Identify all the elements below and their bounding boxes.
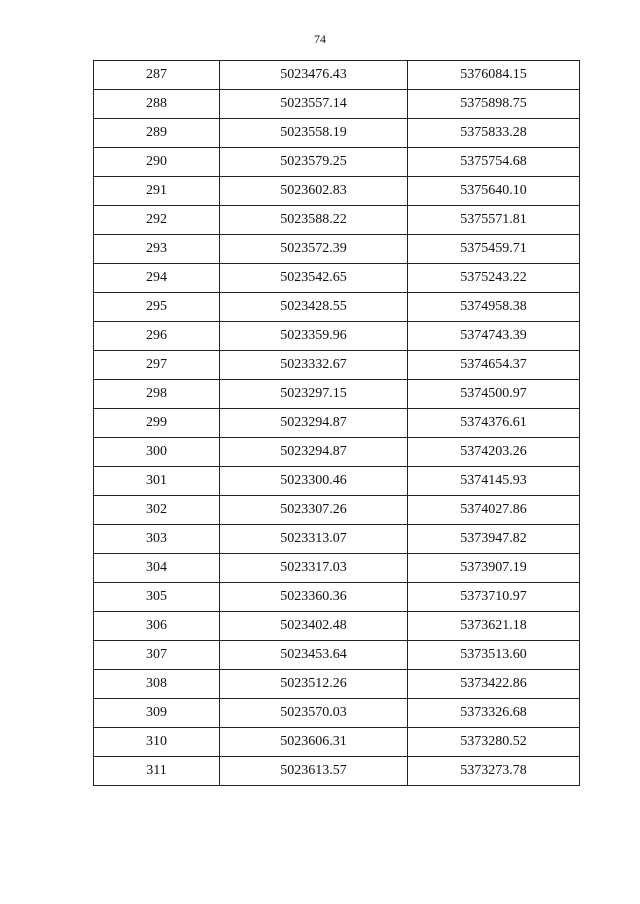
x-coordinate-cell: 5023476.43 [220,61,408,90]
point-number-cell: 310 [94,728,220,757]
point-number-cell: 304 [94,554,220,583]
table-row [94,293,580,322]
point-number-cell: 307 [94,641,220,670]
x-coordinate-cell: 5023313.07 [220,525,408,554]
y-coordinate-cell: 5375459.71 [408,235,580,264]
x-coordinate-cell: 5023588.22 [220,206,408,235]
table-row [94,670,580,699]
table-row [94,177,580,206]
point-number-cell: 308 [94,670,220,699]
point-number-cell: 300 [94,438,220,467]
table-row [94,467,580,496]
x-coordinate-cell: 5023558.19 [220,119,408,148]
x-coordinate-cell: 5023294.87 [220,438,408,467]
table-row [94,496,580,525]
y-coordinate-cell: 5374654.37 [408,351,580,380]
x-coordinate-cell: 5023613.57 [220,757,408,786]
point-number-cell: 291 [94,177,220,206]
table-row [94,264,580,293]
y-coordinate-cell: 5376084.15 [408,61,580,90]
point-number-cell: 288 [94,90,220,119]
table-row [94,206,580,235]
x-coordinate-cell: 5023579.25 [220,148,408,177]
table-row [94,699,580,728]
x-coordinate-cell: 5023332.67 [220,351,408,380]
x-coordinate-cell: 5023402.48 [220,612,408,641]
y-coordinate-cell: 5373280.52 [408,728,580,757]
table-row [94,757,580,786]
y-coordinate-cell: 5374958.38 [408,293,580,322]
y-coordinate-cell: 5375898.75 [408,90,580,119]
point-number-cell: 303 [94,525,220,554]
table-row [94,90,580,119]
point-number-cell: 296 [94,322,220,351]
x-coordinate-cell: 5023294.87 [220,409,408,438]
point-number-cell: 305 [94,583,220,612]
table-row [94,583,580,612]
point-number-cell: 289 [94,119,220,148]
y-coordinate-cell: 5373621.18 [408,612,580,641]
x-coordinate-cell: 5023602.83 [220,177,408,206]
point-number-cell: 302 [94,496,220,525]
x-coordinate-cell: 5023570.03 [220,699,408,728]
y-coordinate-cell: 5374027.86 [408,496,580,525]
point-number-cell: 299 [94,409,220,438]
point-number-cell: 294 [94,264,220,293]
y-coordinate-cell: 5374500.97 [408,380,580,409]
page-number: 74 [314,32,326,46]
y-coordinate-cell: 5374203.26 [408,438,580,467]
x-coordinate-cell: 5023453.64 [220,641,408,670]
point-number-cell: 295 [94,293,220,322]
y-coordinate-cell: 5375754.68 [408,148,580,177]
y-coordinate-cell: 5374743.39 [408,322,580,351]
x-coordinate-cell: 5023428.55 [220,293,408,322]
table-row [94,612,580,641]
x-coordinate-cell: 5023300.46 [220,467,408,496]
table-row [94,61,580,90]
point-number-cell: 290 [94,148,220,177]
point-number-cell: 297 [94,351,220,380]
table-row [94,728,580,757]
x-coordinate-cell: 5023307.26 [220,496,408,525]
x-coordinate-cell: 5023360.36 [220,583,408,612]
point-number-cell: 311 [94,757,220,786]
x-coordinate-cell: 5023317.03 [220,554,408,583]
coordinates-table-body [94,61,580,786]
table-row [94,409,580,438]
point-number-cell: 306 [94,612,220,641]
x-coordinate-cell: 5023512.26 [220,670,408,699]
y-coordinate-cell: 5373710.97 [408,583,580,612]
y-coordinate-cell: 5373513.60 [408,641,580,670]
table-row [94,119,580,148]
table-row [94,322,580,351]
table-row [94,148,580,177]
x-coordinate-cell: 5023359.96 [220,322,408,351]
y-coordinate-cell: 5373422.86 [408,670,580,699]
table-row [94,235,580,264]
y-coordinate-cell: 5373326.68 [408,699,580,728]
x-coordinate-cell: 5023606.31 [220,728,408,757]
x-coordinate-cell: 5023572.39 [220,235,408,264]
table-row [94,380,580,409]
y-coordinate-cell: 5373907.19 [408,554,580,583]
x-coordinate-cell: 5023542.65 [220,264,408,293]
table-row [94,525,580,554]
point-number-cell: 287 [94,61,220,90]
point-number-cell: 301 [94,467,220,496]
y-coordinate-cell: 5374145.93 [408,467,580,496]
coordinates-table [93,60,580,786]
point-number-cell: 309 [94,699,220,728]
x-coordinate-cell: 5023557.14 [220,90,408,119]
y-coordinate-cell: 5373947.82 [408,525,580,554]
y-coordinate-cell: 5375833.28 [408,119,580,148]
point-number-cell: 298 [94,380,220,409]
table-row [94,641,580,670]
table-row [94,438,580,467]
y-coordinate-cell: 5373273.78 [408,757,580,786]
x-coordinate-cell: 5023297.15 [220,380,408,409]
y-coordinate-cell: 5375243.22 [408,264,580,293]
point-number-cell: 293 [94,235,220,264]
table-row [94,554,580,583]
y-coordinate-cell: 5375640.10 [408,177,580,206]
point-number-cell: 292 [94,206,220,235]
table-row [94,351,580,380]
y-coordinate-cell: 5374376.61 [408,409,580,438]
y-coordinate-cell: 5375571.81 [408,206,580,235]
